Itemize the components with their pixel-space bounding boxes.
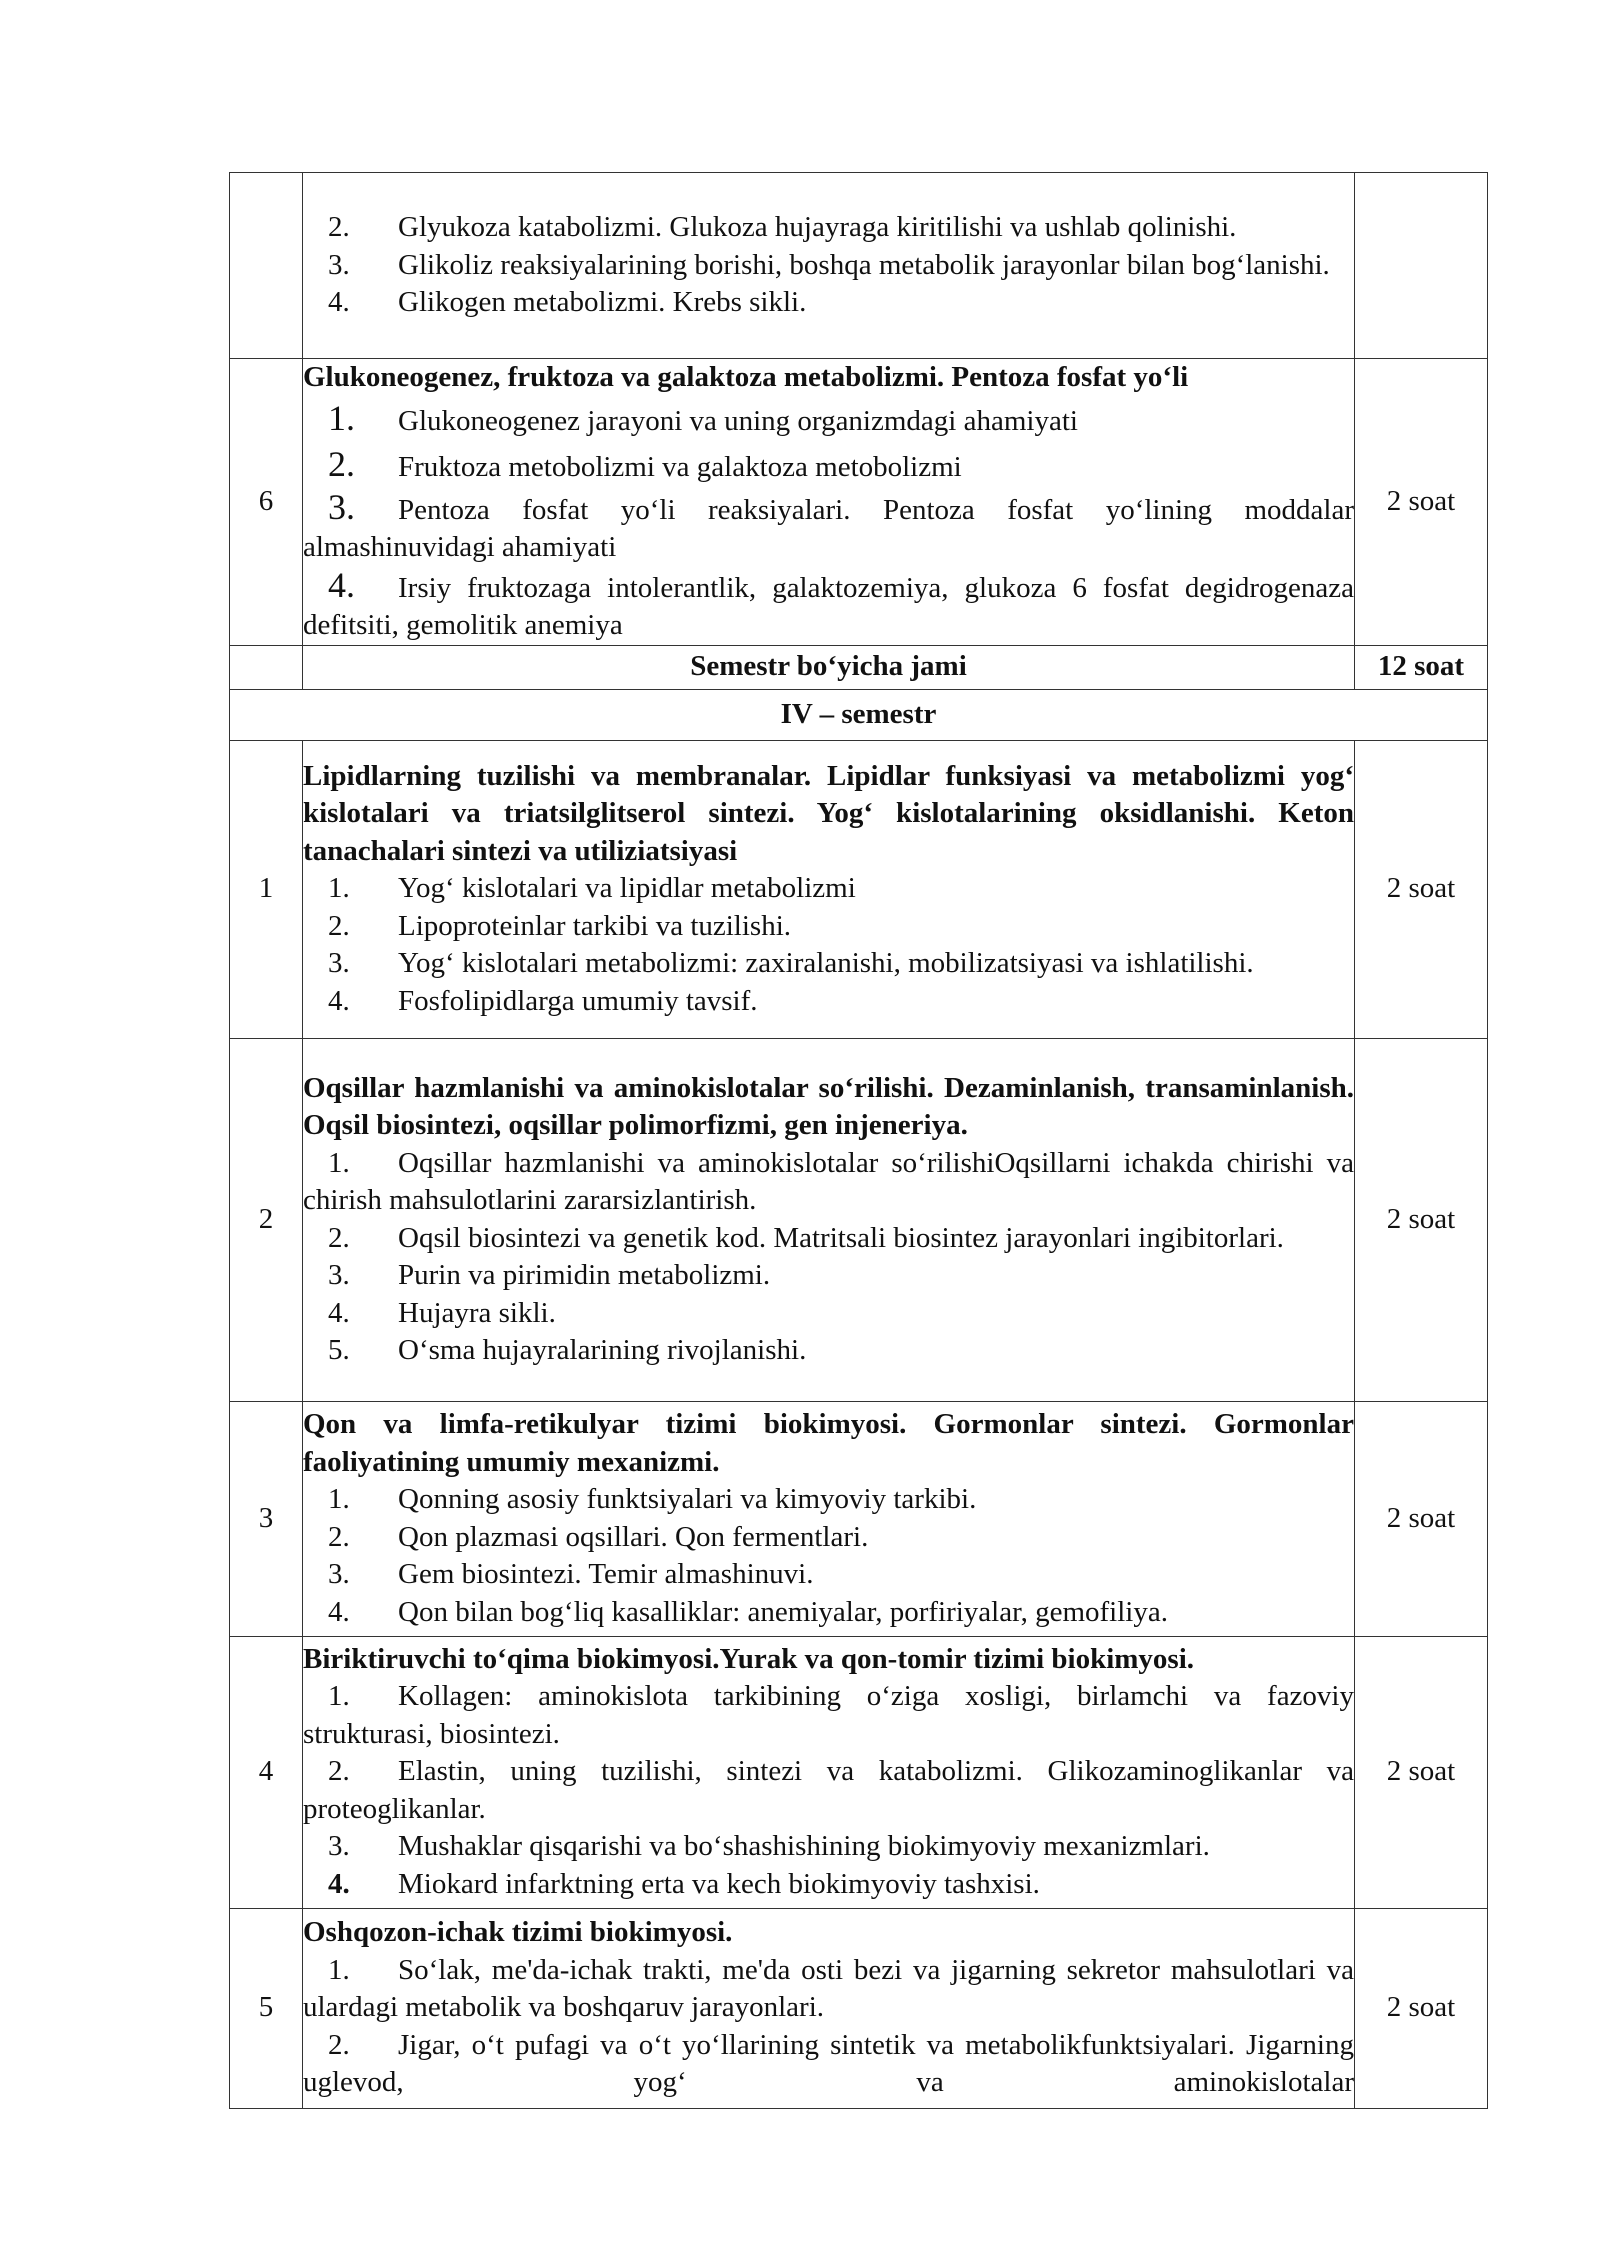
list-item: 1. So‘lak, me'da-ichak trakti, me'da osti bezi va jigarning sekretor mahsulotlari va ulardagi metabolik va boshqaruv jarayonlari. (303, 1953, 1354, 2024)
total-label: Semestr bo‘yicha jami (303, 645, 1355, 689)
list-item: 3. Mushaklar qisqarishi va bo‘shashishining biokimyoviy mexanizmlari. (328, 1830, 1210, 1863)
hours-cell: 2 soat (1355, 1038, 1488, 1401)
list-item: 4. Glikogen metabolizmi. Krebs sikli. (328, 286, 807, 319)
table-row (230, 1038, 1488, 1401)
topic-cell (303, 1908, 1355, 2108)
hours-cell: 2 soat (1355, 1908, 1488, 2108)
row-number: 5 (230, 1908, 303, 2108)
topic-cell (303, 1636, 1355, 1908)
row-number: 1 (230, 740, 303, 1038)
topic-cell (303, 173, 1355, 359)
semester-row (230, 689, 1488, 740)
empty-cell (230, 645, 303, 689)
hours-cell: 2 soat (1355, 359, 1488, 646)
topic-cell (303, 1038, 1355, 1401)
hours-cell: 2 soat (1355, 1636, 1488, 1908)
semester-label: IV – semestr (230, 689, 1488, 740)
topic-cell (303, 1401, 1355, 1636)
list-item: 3. Pentoza fosfat yo‘li reaksiyalari. Pentoza fosfat yo‘lining moddalar almashinuvidagi ahamiyati (303, 486, 1354, 563)
topic-title: Oqsillar hazmlanishi va aminokislotalar so‘rilishi. Dezaminlanish, transaminlanish. Oqsil biosintezi, oqsillar polimorfizmi, gen injeneriya. (303, 1071, 1354, 1141)
list-item: 4. Fosfolipidlarga umumiy tavsif. (328, 984, 758, 1017)
table-row (230, 740, 1488, 1038)
topic-title: Lipidlarning tuzilishi va membranalar. Lipidlar funksiyasi va metabolizmi yog‘ kislotalari va triatsilglitserol sintezi. Yog‘ kislotalarining oksidlanishi. Keton tanachalari sintezi va utiliziatsiyasi (303, 759, 1354, 867)
list-item: 3. Yog‘ kislotalari metabolizmi: zaxiralanishi, mobilizatsiyasi va ishlatilishi. (328, 947, 1254, 980)
table-row (230, 1636, 1488, 1908)
list-item: 2. Qon plazmasi oqsillari. Qon fermentlari. (328, 1520, 869, 1553)
list-item: 1. Oqsillar hazmlanishi va aminokislotalar so‘rilishiOqsillarni ichakda chirishi va chirish mahsulotlarini zararsizlantirish. (303, 1146, 1354, 1216)
topic-title: Oshqozon-ichak tizimi biokimyosi. (303, 1916, 733, 1949)
topic-cell (303, 740, 1355, 1038)
list-item: 2. Glyukoza katabolizmi. Glukoza hujayraga kiritilishi va ushlab qolinishi. (328, 211, 1237, 244)
hours-cell (1355, 173, 1488, 359)
total-hours: 12 soat (1355, 645, 1488, 689)
syllabus-table (229, 172, 1488, 2109)
topic-title: Biriktiruvchi to‘qima biokimyosi.Yurak va qon-tomir tizimi biokimyosi. (303, 1642, 1195, 1675)
table-row (230, 359, 1488, 646)
list-item: 4. Hujayra sikli. (328, 1296, 556, 1329)
list-item: 1. Qonning asosiy funktsiyalari va kimyoviy tarkibi. (328, 1483, 977, 1515)
list-item: 1. Kollagen: aminokislota tarkibining o‘ziga xosligi, birlamchi va fazoviy strukturasi, biosintezi. (303, 1680, 1354, 1750)
list-item: 2. Oqsil biosintezi va genetik kod. Matritsali biosintez jarayonlari ingibitorlari. (328, 1221, 1284, 1254)
list-item: 3. Glikoliz reaksiyalarining borishi, boshqa metabolik jarayonlar bilan bog‘lanishi. (328, 248, 1330, 281)
list-item: 4. Qon bilan bog‘liq kasalliklar: anemiyalar, porfiriyalar, gemofiliya. (328, 1595, 1168, 1628)
topic-title: Qon va limfa-retikulyar tizimi biokimyosi. Gormonlar sintezi. Gormonlar faoliyatining umumiy mexanizmi. (303, 1408, 1354, 1478)
row-number: 3 (230, 1401, 303, 1636)
list-item: 2. Elastin, uning tuzilishi, sintezi va katabolizmi. Glikozaminoglikanlar va proteoglikanlar. (303, 1755, 1354, 1825)
hours-cell: 2 soat (1355, 1401, 1488, 1636)
list-item: 3. Gem biosintezi. Temir almashinuvi. (328, 1558, 814, 1590)
topic-title: Glukoneogenez, fruktoza va galaktoza metabolizmi. Pentoza fosfat yo‘li (303, 361, 1189, 393)
list-item: 4. Irsiy fruktozaga intolerantlik, galaktozemiya, glukoza 6 fosfat degidrogenaza defitsiti, gemolitik anemiya (303, 564, 1354, 641)
table-row (230, 173, 1488, 359)
table-row (230, 1401, 1488, 1636)
row-number: 6 (230, 359, 303, 646)
list-item: 1. Yog‘ kislotalari va lipidlar metabolizmi (328, 872, 856, 905)
list-item: 5. O‘sma hujayralarining rivojlanishi. (328, 1334, 807, 1366)
row-number: 2 (230, 1038, 303, 1401)
row-number (230, 173, 303, 359)
total-row (230, 645, 1488, 689)
row-number: 4 (230, 1636, 303, 1908)
list-item: 1. Glukoneogenez jarayoni va uning organizmdagi ahamiyati (328, 397, 1078, 438)
topic-cell (303, 359, 1355, 646)
list-item: 2. Lipoproteinlar tarkibi va tuzilishi. (328, 909, 792, 942)
table-row (230, 1908, 1488, 2108)
list-item: 2. Fruktoza metobolizmi va galaktoza metobolizmi (328, 443, 962, 484)
list-item: 4. Miokard infarktning erta va kech biokimyoviy tashxisi. (328, 1867, 1040, 1900)
list-item: 3. Purin va pirimidin metabolizmi. (328, 1259, 771, 1291)
hours-cell: 2 soat (1355, 740, 1488, 1038)
list-item: 2. Jigar, o‘t pufagi va o‘t yo‘llarining sintetik va metabolikfunktsiyalari. Jigarning uglevod, yog‘ va aminokislotalar (303, 2028, 1354, 2099)
